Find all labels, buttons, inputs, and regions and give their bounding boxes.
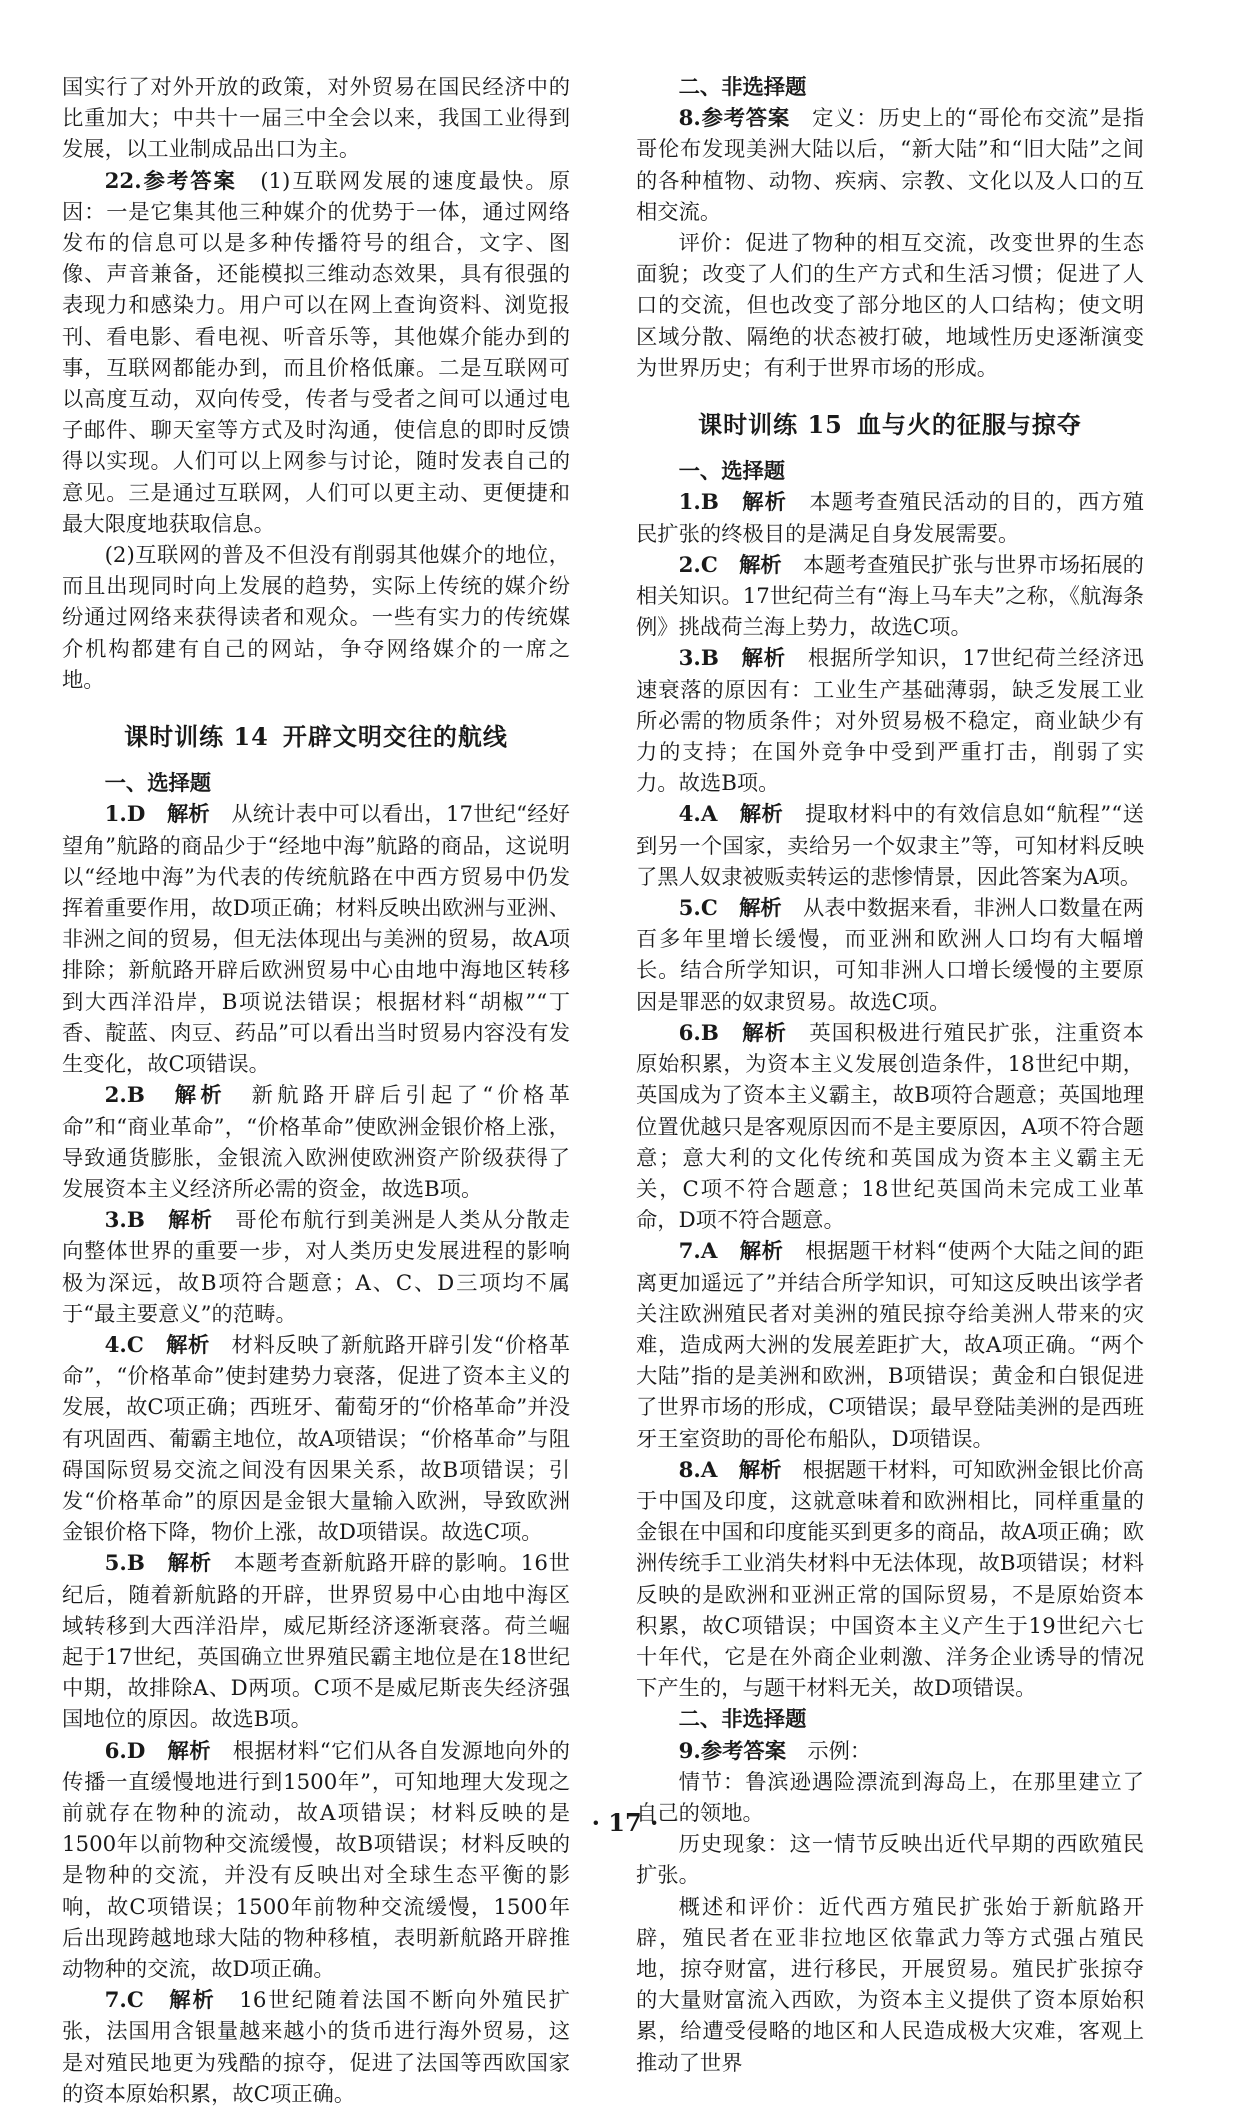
- q9-p3: 概述和评价：近代西方殖民扩张始于新航路开辟，殖民者在亚非拉地区依靠武力等方式强占殖民地，掠夺财富，进行移民，开展贸易。殖民扩张掠夺的大量财富流入西欧，为资本主义提供了资本原始积累，给遭受侵略的地区和人民造成极大灾难，客观上推动了世界: [636, 1894, 1144, 2076]
- q8-text1: 定义：历史上的“哥伦布交流”是指哥伦布发现美洲大陆以后，“新大陆”和“旧大陆”之间的各种植物、动物、疾病、宗教、文化以及人口的互相交流。: [636, 106, 1144, 225]
- q8-text2: 评价：促进了物种的相互交流，改变世界的生态面貌；改变了人们的生产方式和生活习惯；促进了人口的交流，但也改变了部分地区的人口结构；使文明区域分散、隔绝的状态被打破，地域性历史逐渐演变为世界历史；有利于世界市场的形成。: [636, 231, 1144, 381]
- answer-label: 2.C: [678, 552, 718, 578]
- analysis-text: 根据题干材料，可知欧洲金银比价高于中国及印度，这就意味着和欧洲相比，同样重量的金银在中国和印度能买到更多的商品，故A项正确；欧洲传统手工业消失材料中无法体现，故B项错误；材料反映的是欧洲和亚洲正常的国际贸易，不是原始资本积累，故C项错误；中国资本主义产生于19世纪六七十年代，它是在外商企业刺激、洋务企业诱导的情况下产生的，与题干材料无关，故D项错误。: [636, 1457, 1144, 1702]
- analysis-keyword: 解析: [167, 1551, 212, 1577]
- answer-item: [636, 1236, 1144, 1454]
- q22-answer: [62, 166, 570, 540]
- answer-item: [636, 1018, 1144, 1236]
- lesson15-items: [636, 487, 1144, 1704]
- answer-label: 4.C: [104, 1332, 144, 1358]
- left-column: [62, 72, 570, 2110]
- intro-continuation: 国实行了对外开放的政策，对外贸易在国民经济中的比重加大；中共十一届三中全会以来，我国工业得到发展，以工业制成品出口为主。: [62, 75, 570, 163]
- analysis-keyword: 解析: [739, 552, 782, 578]
- answer-label: 4.A: [678, 802, 718, 828]
- answer-item: [62, 1548, 570, 1735]
- answer-item: [636, 550, 1144, 644]
- q22-label: 22.参考答案: [104, 168, 237, 194]
- answer-label: 2.B: [104, 1083, 145, 1109]
- answer-label: 3.B: [678, 646, 719, 672]
- lesson15-section2: 二、非选择题: [678, 1707, 807, 1733]
- lesson14-title: 开辟文明交往的航线: [282, 722, 508, 752]
- answer-label: 8.A: [678, 1457, 718, 1483]
- q9-p1: 情节：鲁滨逊遇险漂流到海岛上，在那里建立了自己的领地。: [636, 1769, 1144, 1826]
- analysis-keyword: 解析: [738, 1457, 782, 1483]
- answer-item: [636, 1455, 1144, 1705]
- analysis-text: 从统计表中可以看出，17世纪“经好望角”航路的商品少于“经地中海”航路的商品，这说明以“经地中海”为代表的传统航路在中西方贸易中仍发挥着重要作用，故D项正确；材料反映出欧洲与亚洲、非洲之间的贸易，但无法体现出与美洲的贸易，故A项排除；新航路开辟后欧洲贸易中心由地中海地区转移到大西洋沿岸，B项说法错误；根据材料“胡椒”“丁香、靛蓝、肉豆、药品”可以看出当时贸易内容没有发生变化，故C项错误。: [62, 802, 570, 1078]
- lesson15-title: 血与火的征服与掠夺: [856, 410, 1082, 440]
- analysis-text: 本题考查殖民活动的目的，西方殖民扩张的终极目的是满足自身发展需要。: [636, 490, 1144, 547]
- answer-label: 6.B: [678, 1020, 719, 1046]
- analysis-keyword: 解析: [166, 802, 210, 828]
- analysis-text: 根据题干材料“使两个大陆之间的距离更加遥远了”并结合所学知识，可知这反映出该学者关注欧洲殖民者对美洲的殖民掠夺给美洲人带来的灾难，造成两大洲的发展差距扩大，故A项正确。“两个大陆”指的是美洲和欧洲，B项错误；黄金和白银促进了世界市场的形成，C项错误；最早登陆美洲的是西班牙王室资助的哥伦布船队，D项错误。: [636, 1239, 1144, 1452]
- analysis-text: 材料反映了新航路开辟引发“价格革命”，“价格革命”使封建势力衰落，促进了资本主义的发展，故C项正确；西班牙、葡萄牙的“价格革命”并没有巩固西、葡霸主地位，故A项错误；“价格革命”与阻碍国际贸易交流之间没有因果关系，故B项错误；引发“价格革命”的原因是金银大量输入欧洲，导致欧洲金银价格下降，物价上涨，故D项错误。故选C项。: [62, 1332, 570, 1546]
- answer-item: [636, 643, 1144, 799]
- lesson14-section1: 一、选择题: [104, 771, 212, 797]
- answer-item: [636, 487, 1144, 549]
- answer-item: [636, 893, 1144, 1018]
- answer-label: 7.C: [104, 1988, 144, 2014]
- answer-label: 1.B: [678, 490, 719, 516]
- answer-label: 1.D: [104, 802, 146, 828]
- answer-item: [636, 799, 1144, 893]
- lesson15-number: 课时训练 15: [698, 410, 843, 440]
- q9-p2: 历史现象：这一情节反映出近代早期的西欧殖民扩张。: [636, 1832, 1144, 1889]
- analysis-keyword: 解析: [174, 1083, 227, 1109]
- answer-label: 5.C: [678, 896, 718, 922]
- answer-item: [62, 1330, 570, 1548]
- q8-label: 8.参考答案: [678, 106, 790, 132]
- answer-item: [62, 1080, 570, 1205]
- analysis-text: 本题考查新航路开辟的影响。16世纪后，随着新航路的开辟，世界贸易中心由地中海区域转移到大西洋沿岸，威尼斯经济逐渐衰落。荷兰崛起于17世纪，英国确立世界殖民霸主地位是在18世纪中期，故排除A、D两项。C项不是威尼斯丧失经济强国地位的原因。故选B项。: [62, 1551, 570, 1733]
- answer-label: 7.A: [678, 1239, 718, 1265]
- q9-label: 9.参考答案: [678, 1738, 787, 1764]
- analysis-text: 提取材料中的有效信息如“航程”“送到另一个国家，卖给另一个奴隶主”等，可知材料反映了黑人奴隶被贩卖转运的悲惨情景，因此答案为A项。: [636, 802, 1144, 890]
- answer-item: [62, 1985, 570, 2110]
- q9-lead: 示例：: [807, 1738, 872, 1764]
- analysis-text: 根据所学知识，17世纪荷兰经济迅速衰落的原因有：工业生产基础薄弱，缺乏发展工业所必需的物质条件；对外贸易极不稳定，商业缺少有力的支持；在国外竞争中受到严重打击，削弱了实力。故选B项。: [636, 646, 1144, 797]
- analysis-keyword: 解析: [742, 490, 788, 516]
- analysis-text: 新航路开辟后引起了“价格革命”和“商业革命”，“价格革命”使欧洲金银价格上涨，导致通货膨胀，金银流入欧洲使欧洲资产阶级获得了发展资本主义经济所必需的资金，故选B项。: [62, 1083, 570, 1202]
- analysis-text: 从表中数据来看，非洲人口数量在两百多年里增长缓慢，而亚洲和欧洲人口均有大幅增长。结合所学知识，可知非洲人口增长缓慢的主要原因是罪恶的奴隶贸易。故选C项。: [636, 896, 1144, 1015]
- analysis-keyword: 解析: [742, 1020, 788, 1046]
- answer-item: [62, 1205, 570, 1330]
- q9-answer: [636, 1736, 1144, 1767]
- right-column: [636, 72, 1144, 2079]
- analysis-text: 根据材料“它们从各自发源地向外的传播一直缓慢地进行到1500年”，可知地理大发现之前就存在物种的流动，故A项错误；材料反映的是1500年以前物种交流缓慢，故B项错误；材料反映的是物种的交流，并没有反映出对全球生态平衡的影响，故C项错误；1500年前物种交流缓慢，1500年后出现跨越地球大陆的物种移植，表明新航路开辟推动物种的交流，故D项正确。: [62, 1738, 570, 1982]
- analysis-keyword: 解析: [739, 1239, 784, 1265]
- analysis-text: 本题考查殖民扩张与世界市场拓展的相关知识。17世纪荷兰有“海上马车夫”之称，《航海条例》挑战荷兰海上势力，故选C项。: [636, 552, 1144, 641]
- answer-item: [62, 799, 570, 1080]
- analysis-keyword: 解析: [166, 1332, 210, 1358]
- lesson14-number: 课时训练 14: [124, 722, 269, 752]
- analysis-text: 16世纪随着法国不断向外殖民扩张，法国用含银量越来越小的货币进行海外贸易，这是对殖民地更为残酷的掠夺，促进了法国等西欧国家的资本原始积累，故C项正确。: [62, 1988, 570, 2107]
- analysis-keyword: 解析: [741, 646, 786, 672]
- lesson14-section2: 二、非选择题: [678, 75, 807, 100]
- page-number: · 17 ·: [591, 1808, 659, 1837]
- analysis-keyword: 解析: [739, 802, 784, 828]
- answer-label: 6.D: [104, 1738, 146, 1764]
- analysis-keyword: 解析: [739, 896, 782, 922]
- q22-text2: (2)互联网的普及不但没有削弱其他媒介的地位，而且出现同时向上发展的趋势，实际上传统的媒介纷纷通过网络来获得读者和观众。一些有实力的传统媒介机构都建有自己的网站，争夺网络媒介的一席之地。: [62, 543, 570, 693]
- q8-answer: [636, 103, 1144, 228]
- analysis-keyword: 解析: [168, 1208, 214, 1234]
- answer-item: [62, 1736, 570, 1986]
- lesson15-section1: 一、选择题: [678, 459, 786, 485]
- analysis-keyword: 解析: [169, 1988, 216, 2014]
- lesson15-heading: [636, 384, 1144, 456]
- answer-label: 3.B: [104, 1208, 145, 1234]
- lesson14-heading: [62, 696, 570, 768]
- q22-text1: (1)互联网发展的速度最快。原因：一是它集其他三种媒介的优势于一体，通过网络发布的信息可以是多种传播符号的组合，文字、图像、声音兼备，还能模拟三维动态效果，具有很强的表现力和感染力。用户可以在网上查询资料、浏览报刊、看电影、看电视、听音乐等，其他媒介能办到的事，互联网都能办到，而且价格低廉。二是互联网可以高度互动，双向传受，传者与受者之间可以通过电子邮件、聊天室等方式及时沟通，使信息的即时反馈得以实现。人们可以上网参与讨论，随时发表自己的意见。三是通过互联网，人们可以更主动、更便捷和最大限度地获取信息。: [62, 168, 570, 537]
- lesson14-items: [62, 799, 570, 2110]
- answer-label: 5.B: [104, 1551, 145, 1577]
- analysis-text: 英国积极进行殖民扩张，注重资本原始积累，为资本主义发展创造条件，18世纪中期，英国成为了资本主义霸主，故B项符合题意；英国地理位置优越只是客观原因而不是主要原因，A项不符合题意；意大利的文化传统和英国成为资本主义霸主无关，C项不符合题意；18世纪英国尚未完成工业革命，D项不符合题意。: [636, 1020, 1144, 1234]
- analysis-text: 哥伦布航行到美洲是人类从分散走向整体世界的重要一步，对人类历史发展进程的影响极为深远，故B项符合题意；A、C、D三项均不属于“最主要意义”的范畴。: [62, 1208, 570, 1327]
- analysis-keyword: 解析: [167, 1738, 212, 1764]
